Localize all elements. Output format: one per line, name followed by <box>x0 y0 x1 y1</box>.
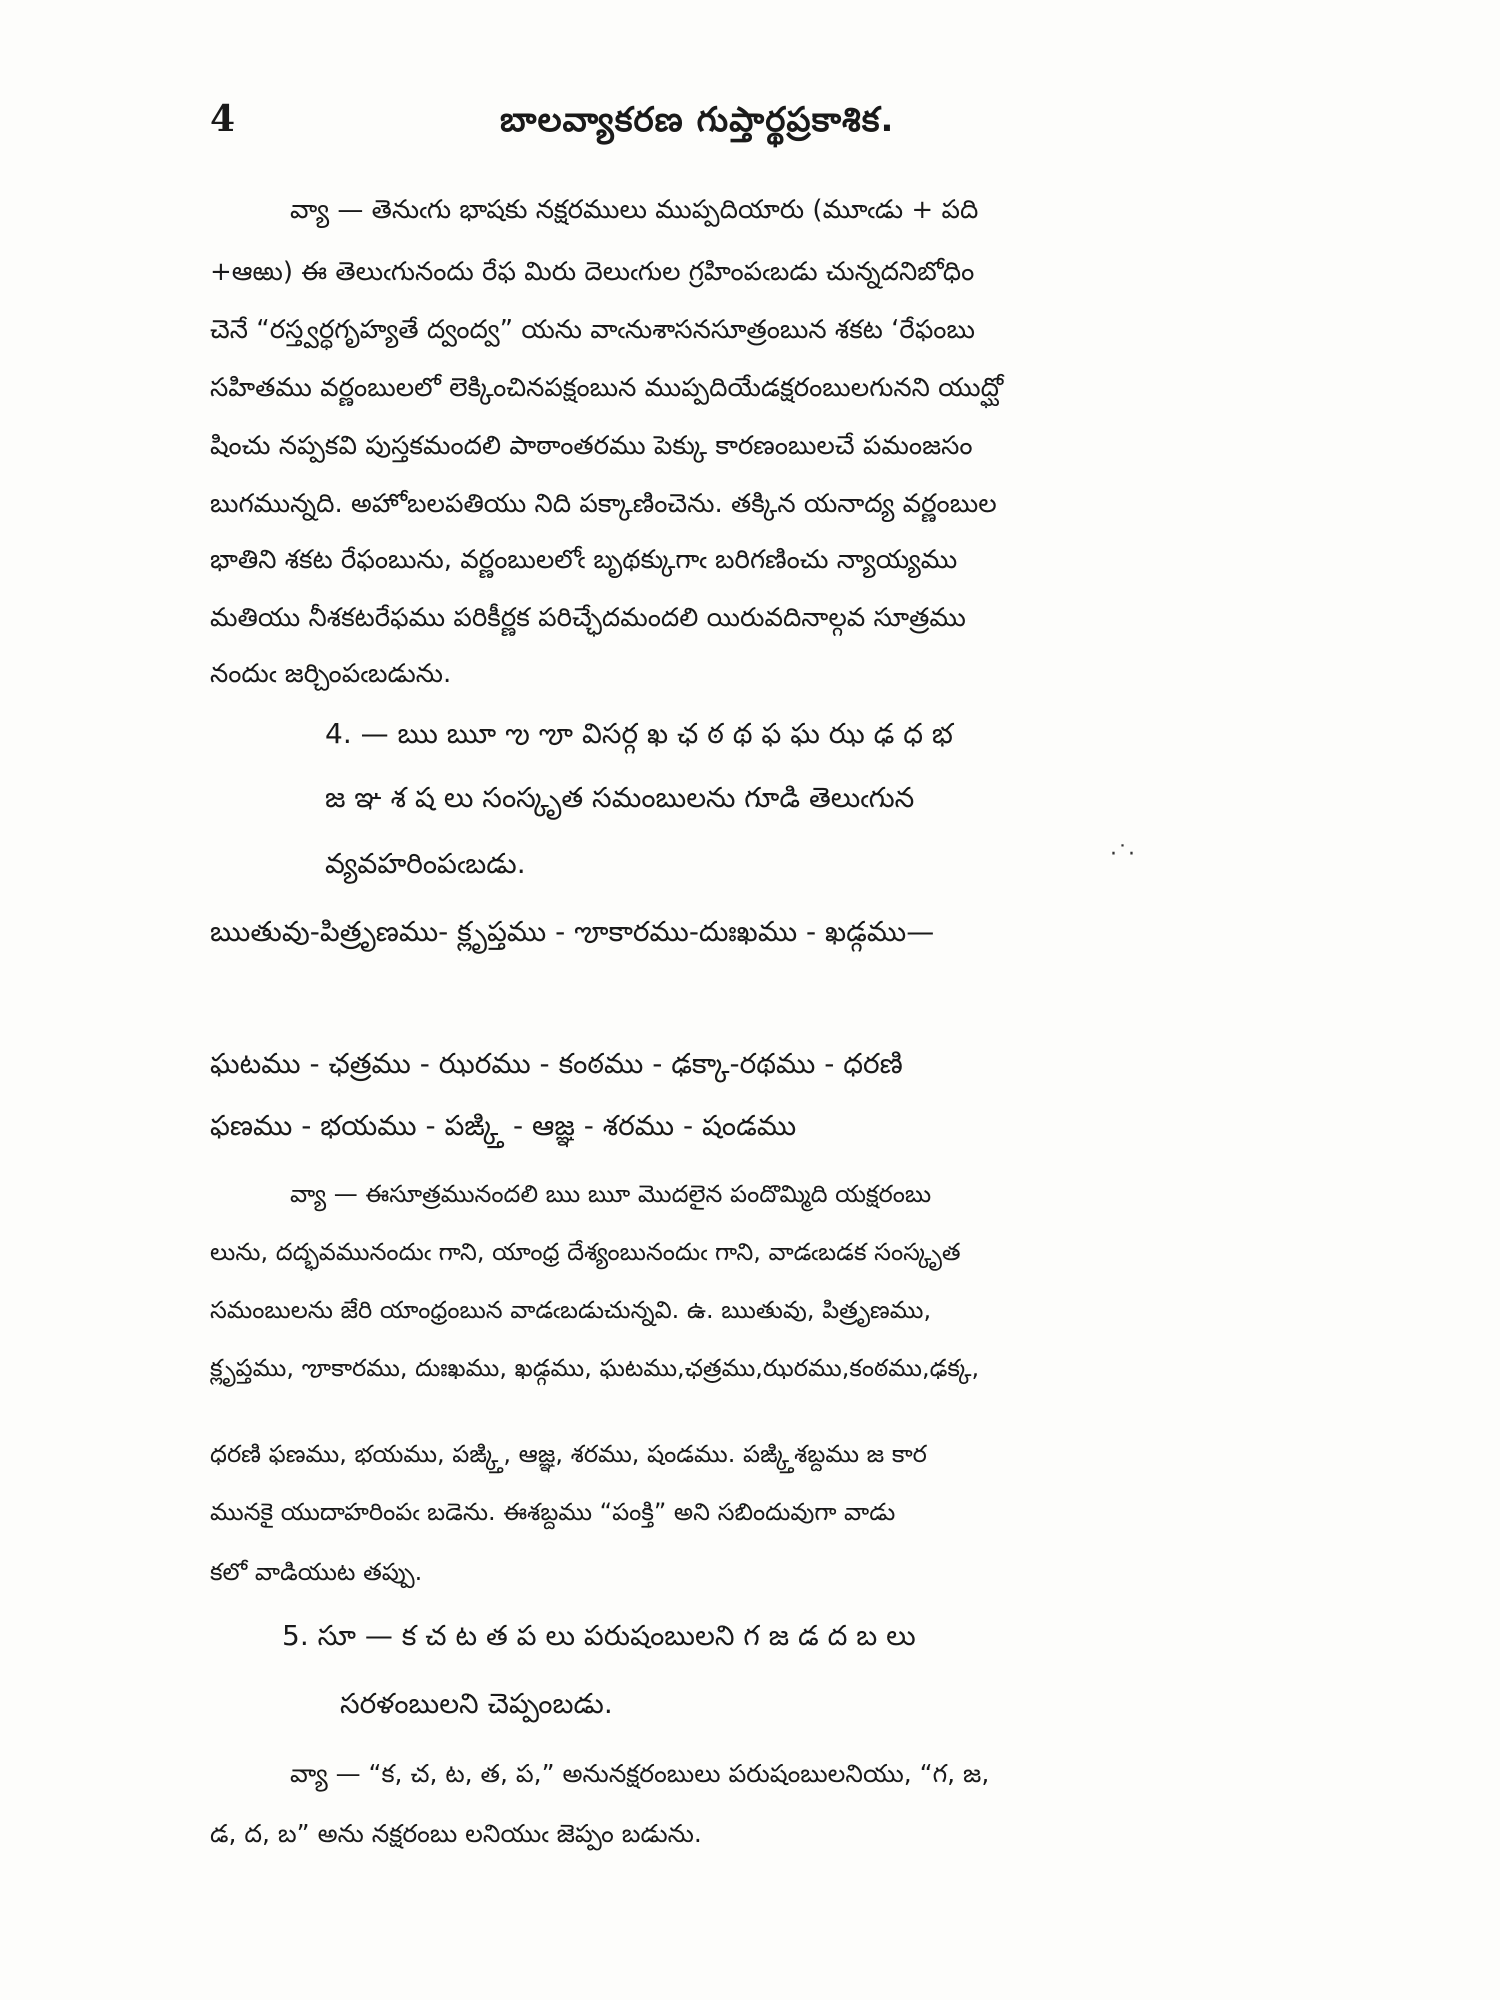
example-line: ఘటము - ఛత్రము - ఝరము - కంఠము - ఢక్కా-రథము - ధరణి <box>210 1047 903 1080</box>
sutra-line: జ ఞ శ ష లు సంస్కృత సమంబులను గూడి తెలుఁగున <box>325 781 915 814</box>
text-line: మతియు నీశకటరేఫము పరికీర్ణక పరిచ్ఛేదమందలి యిరువదినాల్గవ సూత్రము <box>210 603 966 633</box>
sutra-line: వ్యవహరింపఁబడు. <box>325 847 526 880</box>
text-line: షించు నప్పకవి పుస్తకమందలి పాఠాంతరము పెక్కు కారణంబులచే పమంజసం <box>210 431 973 461</box>
text-line: కలో వాడియుట తప్పు. <box>210 1558 423 1586</box>
sutra-line: సరళంబులని చెప్పంబడు. <box>340 1687 613 1720</box>
text-line: +ఆఱు) ఈ తెలుఁగునందు రేఫ మిరు దెలుఁగుల గ్రహింపఁబడు చున్నదనిబోధిం <box>210 257 975 287</box>
text-line: బుగమున్నది. అహోబలపతియు నిది పక్కాణించెను. తక్కిన యనాద్య వర్ణంబుల <box>210 489 997 519</box>
ink-speck: ·˙· <box>1110 842 1135 867</box>
text-line: వ్యా — తెనుఁగు భాషకు నక్షరములు ముప్పదియారు (మూఁడు + పది <box>290 195 979 225</box>
text-line: క్లృప్తము, ౡకారము, దుఃఖము, ఖడ్గము, ఘటము,ఛత్రము,ఝరము,కంఠము,ఢక్క, <box>210 1354 980 1382</box>
text-line: వ్యా — “క, చ, ట, త, ప,” అనునక్షరంబులు పరుషంబులనియు, “గ, జ, <box>290 1759 990 1788</box>
page-number: 4 <box>210 98 236 140</box>
text-line: లును, దద్భవమునందుఁ గాని, యాంధ్ర దేశ్యంబునందుఁ గాని, వాడఁబడక సంస్కృత <box>210 1238 961 1266</box>
example-line: ఋతువు-పిత్రృణము- క్లృప్తము - ౡకారము-దుఃఖము - ఖడ్గము— <box>210 915 935 948</box>
text-line: మునకై యుదాహరింపఁ బడెను. ఈశబ్దము “పంక్తి” అని సబిందువుగా వాడు <box>210 1498 896 1526</box>
text-line: డ, ద, బ” అను నక్షరంబు లనియుఁ జెప్పం బడును. <box>210 1819 702 1848</box>
text-line: వ్యా — ఈసూత్రమునందలి ఋ ౠ మొదలైన పందొమ్మిది యక్షరంబు <box>290 1180 932 1208</box>
sutra-line: 5. సూ — క చ ట త ప లు పరుషంబులని గ జ డ ద బ లు <box>282 1619 916 1652</box>
text-line: ధరణి ఫణము, భయము, పఙ్క్తి, ఆజ్ఞ, శరము, షండము. పఙ్క్తిశబ్దము జ కార <box>210 1440 927 1468</box>
running-title: బాలవ్యాకరణ గుప్తార్థప్రకాశిక. <box>500 100 895 140</box>
text-line: సమంబులను జేరి యాంధ్రంబున వాడఁబడుచున్నవి. ఉ. ఋతువు, పిత్రృణము, <box>210 1296 932 1324</box>
text-line: సహితము వర్ణంబులలో లెక్కించినపక్షంబున ముప్పదియేడక్షరంబులగునని యుద్ఘో <box>210 373 1004 403</box>
text-line: నందుఁ జర్చింపఁబడును. <box>210 659 452 689</box>
example-line: ఫణము - భయము - పఙ్క్తి - ఆజ్ఞ - శరము - షండము <box>210 1109 797 1142</box>
page-header <box>210 98 1310 158</box>
text-line: చెనే “రస్త్వర్ధగృహ్యతే ద్వంద్వ” యను వాఁనుశాసనసూత్రంబున శకట ‘రేఫంబు <box>210 315 975 345</box>
sutra-line: 4. — ఋ ౠ ఌ ౡ విసర్గ ఖ ఛ ఠ థ ఫ ఘ ఝ ఢ ధ భ <box>325 717 953 750</box>
text-line: భాతిని శకట రేఫంబును, వర్ణంబులలోఁ బృథక్కుగాఁ బరిగణించు న్యాయ్యము <box>210 545 958 575</box>
